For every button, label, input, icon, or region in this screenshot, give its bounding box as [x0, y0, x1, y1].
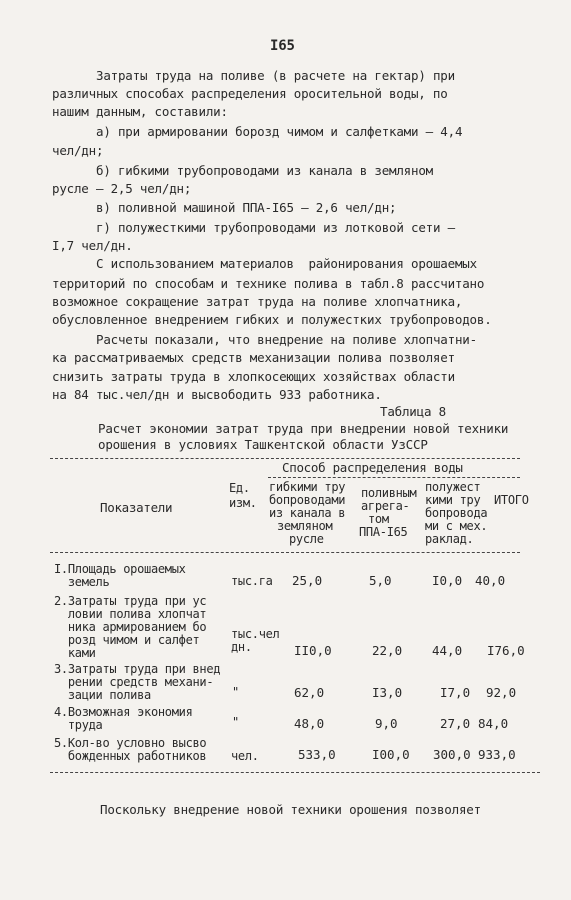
table-group-rule — [268, 477, 520, 478]
header-total: ИТОГО — [494, 493, 529, 507]
row3-label-1: 3.Затраты труда при внед — [54, 662, 221, 676]
header-flexible-2: бопроводами — [269, 493, 346, 507]
table-bottom-rule — [50, 772, 540, 773]
header-machine-4: ППА-I65 — [359, 525, 408, 539]
para1-line-5: чел/дн; — [52, 143, 104, 158]
row3-label-3: зации полива — [54, 688, 151, 702]
row2-label-5: ками — [54, 646, 96, 660]
row4-machine-value: 9,0 — [375, 716, 398, 731]
page-number: I65 — [270, 38, 295, 54]
row5-label-1: 5.Кол-во условно высво — [54, 736, 207, 750]
para3-line-4: на 84 тыс.чел/дн и высвободить 933 работника. — [52, 387, 382, 402]
header-flexible-3: из канала в — [269, 506, 346, 520]
row1-total-value: 40,0 — [475, 573, 506, 588]
row5-flexible-value: 533,0 — [298, 747, 336, 762]
row3-machine-value: I3,0 — [372, 685, 403, 700]
header-semirigid-5: раклад. — [425, 532, 474, 546]
row3-semirigid-value: I7,0 — [440, 685, 471, 700]
row1-semirigid-value: I0,0 — [432, 573, 463, 588]
header-indicators: Показатели — [100, 500, 173, 515]
table-caption-line-1: Расчет экономии затрат труда при внедрении новой техники — [98, 421, 509, 436]
row2-flexible-value: II0,0 — [294, 643, 332, 658]
row2-semirigid-value: 44,0 — [432, 643, 463, 658]
row3-label-2: рении средств механи- — [54, 675, 214, 689]
row4-unit: " — [232, 715, 239, 729]
row1-machine-value: 5,0 — [369, 573, 392, 588]
para1-line-10: I,7 чел/дн. — [52, 238, 133, 253]
row2-machine-value: 22,0 — [372, 643, 403, 658]
row5-total-value: 933,0 — [478, 747, 516, 762]
para2-line-4: обусловленное внедрением гибких и полужестких трубопроводов. — [52, 312, 492, 327]
row5-unit: чел. — [231, 749, 259, 763]
table-header-rule — [50, 552, 520, 553]
header-machine-1: поливным — [361, 486, 417, 500]
para3-line-3: снизить затраты труда в хлопкосеющих хозяйствах области — [52, 369, 455, 384]
header-semirigid-1: полужест — [425, 480, 481, 494]
row3-flexible-value: 62,0 — [294, 685, 325, 700]
row3-total-value: 92,0 — [486, 685, 517, 700]
para3-line-2: ка рассматриваемых средств механизации полива позволяет — [52, 350, 455, 365]
row5-semirigid-value: 300,0 — [433, 747, 471, 762]
header-semirigid-3: бопровода — [425, 506, 488, 520]
row1-flexible-value: 25,0 — [292, 573, 323, 588]
row5-machine-value: I00,0 — [372, 747, 410, 762]
row4-total-value: 84,0 — [478, 716, 509, 731]
header-flexible-5: русле — [289, 532, 324, 546]
header-group-label: Способ распределения воды — [282, 460, 463, 475]
table-caption-line-2: орошения в условиях Ташкентской области УзССР — [98, 437, 428, 452]
para1-line-3: нашим данным, составили: — [52, 104, 228, 119]
para1-line-9: г) полужесткими трубопроводами из лотковой сети – — [96, 220, 455, 235]
para2-line-3: возможное сокращение затрат труда на поливе хлопчатника, — [52, 294, 463, 309]
row2-label-1: 2.Затраты труда при ус — [54, 594, 207, 608]
row2-label-4: розд чимом и салфет — [54, 633, 200, 647]
header-semirigid-2: кими тру — [425, 493, 481, 507]
para1-line-7: русле – 2,5 чел/дн; — [52, 181, 192, 196]
table-label: Таблица 8 — [380, 404, 446, 419]
row1-label-2: земель — [54, 575, 110, 589]
para1-line-4: а) при армировании борозд чимом и салфетками – 4,4 — [96, 124, 463, 139]
row2-unit-1: тыс.чел — [231, 627, 280, 641]
para1-line-6: б) гибкими трубопроводами из канала в земляном — [96, 163, 433, 178]
footer-line: Поскольку внедрение новой техники орошения позволяет — [100, 802, 481, 817]
header-flexible-4: земляном — [277, 519, 333, 533]
row2-total-value: I76,0 — [487, 643, 525, 658]
row4-semirigid-value: 27,0 — [440, 716, 471, 731]
header-machine-2: агрега- — [361, 499, 410, 513]
row1-unit: тыс.га — [231, 574, 273, 588]
para1-line-8: в) поливной машиной ППА-I65 – 2,6 чел/дн; — [96, 200, 397, 215]
row4-label-2: труда — [54, 718, 103, 732]
header-machine-3: том — [368, 512, 389, 526]
row4-flexible-value: 48,0 — [294, 716, 325, 731]
header-semirigid-4: ми с мех. — [425, 519, 488, 533]
header-unit-2: изм. — [229, 496, 257, 510]
row1-label-1: I.Площадь орошаемых — [54, 562, 186, 576]
para1-line-1: Затраты труда на поливе (в расчете на гектар) при — [96, 68, 455, 83]
para1-line-2: различных способах распределения оросительной воды, по — [52, 86, 448, 101]
row2-label-2: ловии полива хлопчат — [54, 607, 207, 621]
table-top-rule — [50, 458, 520, 459]
para2-line-2: территорий по способам и технике полива в табл.8 рассчитано — [52, 276, 485, 291]
row2-label-3: ника армированием бо — [54, 620, 207, 634]
row5-label-2: божденных работников — [54, 749, 207, 763]
row4-label-1: 4.Возможная экономия — [54, 705, 193, 719]
header-unit-1: Ед. — [229, 481, 250, 495]
row3-unit: " — [232, 685, 239, 699]
para3-line-1: Расчеты показали, что внедрение на поливе хлопчатни- — [96, 332, 477, 347]
row2-unit-2: дн. — [231, 640, 252, 654]
para2-line-1: С использованием материалов районирования орошаемых — [96, 256, 477, 271]
header-flexible-1: гибкими тру — [269, 480, 346, 494]
